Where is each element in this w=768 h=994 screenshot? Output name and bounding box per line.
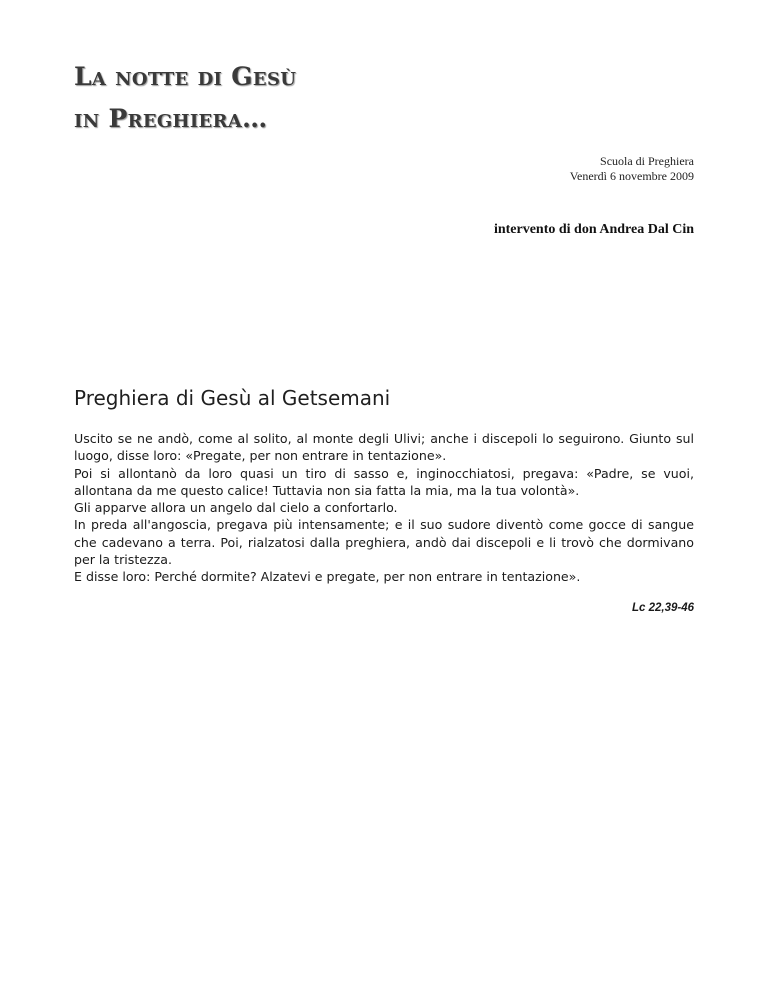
event-info xyxy=(570,154,694,184)
passage-paragraph: Poi si allontanò da loro quasi un tiro di sasso e, inginocchiatosi, pregava: «Padre, se vuoi, allontana da me questo calice! Tuttavia non sia fatta la mia, ma la tua volontà». xyxy=(74,465,694,498)
speaker-line: intervento di don Andrea Dal Cin xyxy=(493,222,694,237)
section-title: Preghiera di Gesù al Getsemani xyxy=(74,386,391,410)
scripture-reference: Lc 22,39-46 xyxy=(631,602,694,614)
event-date: Venerdì 6 novembre 2009 xyxy=(569,169,694,183)
title-line-2: in Preghiera… xyxy=(74,104,268,133)
document-title xyxy=(74,56,296,140)
scripture-passage xyxy=(74,430,694,586)
passage-paragraph: Gli apparve allora un angelo dal cielo a confortarlo. xyxy=(74,500,398,516)
title-line-1: La notte di Gesù xyxy=(74,62,297,91)
event-name: Scuola di Preghiera xyxy=(600,154,694,168)
passage-paragraph: In preda all'angoscia, pregava più intensamente; e il suo sudore diventò come gocce di sangue che cadevano a terra. Poi, rialzatosi dalla preghiera, andò dai discepoli e li trovò che dormivano per la tristezza. xyxy=(74,517,694,568)
passage-paragraph: E disse loro: Perché dormite? Alzatevi e pregate, per non entrare in tentazione». xyxy=(74,569,581,585)
passage-paragraph: Uscito se ne andò, come al solito, al monte degli Ulivi; anche i discepoli lo seguirono. Giunto sul luogo, disse loro: «Pregate, per non entrare in tentazione». xyxy=(74,431,694,464)
